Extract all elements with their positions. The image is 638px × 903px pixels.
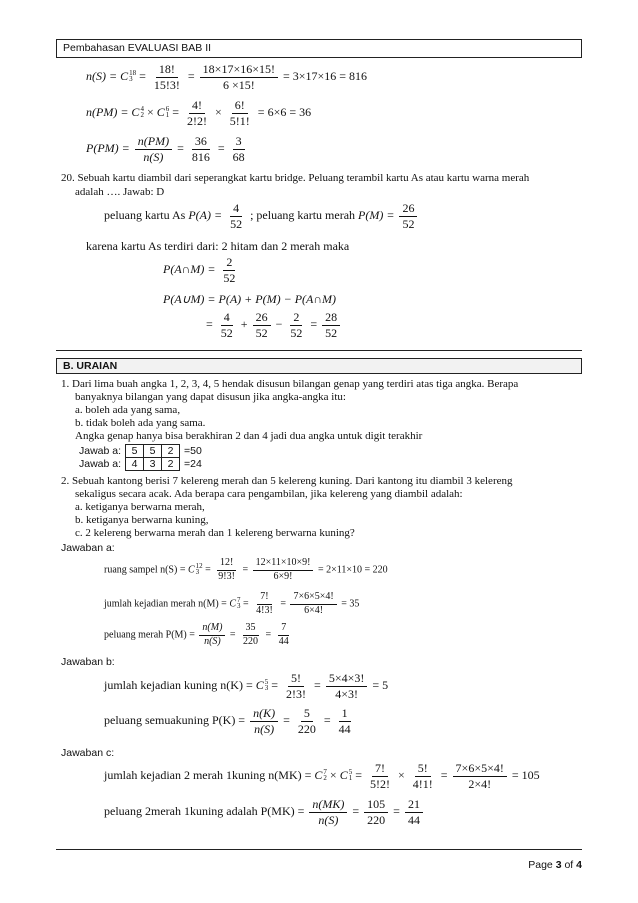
uraian1-b: b. tidak boleh ada yang sama.: [75, 417, 206, 429]
frac: $\frac{18!}{15!3!}$: [153, 62, 180, 92]
section-divider: [56, 350, 582, 351]
page-number: 3: [555, 859, 562, 871]
answer-table: [75, 444, 206, 471]
jawaban-b-label: Jawaban b:: [61, 656, 115, 668]
section-b-header: [56, 358, 582, 374]
eq-ns: n(S) = C 18 3 = $\frac{18!}{15!3!}$ = $\frac{18\times 17\times 16\times 15!}{6 \times 15!}$ = 3×17×16 = 816: [86, 62, 368, 92]
eq-jb-r2: peluang semuakuning P(K) = $\frac{n(K)}{n(S)}$ = $\frac{5}{220}$ = $\frac{1}{44}$: [104, 706, 351, 736]
eq-union-final: = $\frac{4}{52}$ + $\frac{26}{52}$ − $\frac{2}{52}$ = $\frac{28}{52}$: [206, 311, 342, 339]
uraian2-c: c. 2 kelereng berwarna merah dan 1 kelereng berwarna kuning?: [75, 527, 355, 539]
eq-ja-r1: ruang sampel n(S) = C 12 3 = $\frac{12!}{9!3!}$ = $\frac{12\times 11\times 10\times 9!}{6\times 9!}$ = 2×11×10 = 220: [104, 557, 388, 582]
page-total: 4: [576, 859, 582, 871]
q20-karena: karena kartu As terdiri dari: 2 hitam dan 2 merah maka: [86, 239, 350, 253]
uraian1-a: a. boleh ada yang sama,: [75, 404, 181, 416]
q20-line2: adalah …. Jawab: D: [75, 186, 165, 198]
uraian1-line2: banyaknya bilangan yang dapat disusun jika angka-angka itu:: [75, 391, 346, 403]
jawaban-a-label: Jawaban a:: [61, 542, 115, 554]
frac: $\frac{18\times 17\times 16\times 15!}{6 \times 15!}$: [200, 63, 278, 91]
eq-pa-pm: peluang kartu As P(A) = $\frac{4}{52}$ ; peluang kartu merah P(M) = $\frac{26}{52}$: [104, 202, 419, 230]
uraian2-line1: 2. Sebuah kantong berisi 7 kelereng merah dan 5 kelereng kuning. Dari kantong itu diambil 3 kelereng: [61, 475, 513, 487]
eq-ja-r3: peluang merah P(M) = $\frac{n(M)}{n(S)}$ = $\frac{35}{220}$ = $\frac{7}{44}$: [104, 622, 289, 647]
uraian2-a: a. ketiganya berwarna merah,: [75, 501, 205, 513]
eq-union: P(A∪M) = P(A) + P(M) − P(A∩M): [163, 292, 337, 306]
eq-ns-lhs: n(S) =: [86, 68, 118, 83]
eq-pam: P(A∩M) = $\frac{2}{52}$: [163, 255, 236, 285]
uraian2-line2: sekaligus secara acak. Ada berapa cara pengambilan, jika kelereng yang diambil adalah:: [75, 488, 463, 500]
eq-ppm: P(PM) = $\frac{n(PM)}{n(S)}$ = $\frac{36}{816}$ = $\frac{3}{68}$: [86, 134, 245, 164]
table-row: Jawab a: 5 5 2 =50: [79, 445, 202, 457]
eq-jb-r1: jumlah kejadian kuning n(K) = C 5 3 = $\frac{5!}{2!3!}$ = $\frac{5\times 4\times 3!}{4\times 3!}$ = 5: [104, 671, 389, 701]
eq-npm: n(PM) = C 4 2 × C 6 1 = $\frac{4!}{2!2!}$ × $\frac{6!}{5!1!}$ = 6×6 = 36: [86, 98, 312, 128]
q20-line1: 20. Sebuah kartu diambil dari seperangkat kartu bridge. Peluang terambil kartu As atau kartu warna merah: [61, 172, 530, 184]
jawaban-c-label: Jawaban c:: [61, 747, 115, 759]
eq-ja-r2: jumlah kejadian merah n(M) = C 7 3 = $\frac{7!}{4!3!}$ = $\frac{7\times 6\times 5\times 4!}{6\times 4!}$ = 35: [104, 591, 360, 616]
table-row: Jawab a: 4 3 2 =24: [79, 458, 202, 470]
eq-jc-r1: jumlah kejadian 2 merah 1kuning n(MK) = C 7 2 × C 5 1 = $\frac{7!}{5!2!}$ × $\frac{5!}{4!1!}$ = $\frac{7\times 6\times 5\times 4!}{2\times 4!}$ = 105: [104, 761, 540, 791]
section-b-title: B. URAIAN: [63, 360, 118, 372]
uraian2-b: b. ketiganya berwarna kuning,: [75, 514, 209, 526]
eq-jc-r2: peluang 2merah 1kuning adalah P(MK) = $\frac{n(MK)}{n(S)}$ = $\frac{105}{220}$ = $\frac{21}{44}$: [104, 798, 425, 826]
header-title: Pembahasan EVALUASI BAB II: [63, 42, 212, 54]
footer-divider: [56, 849, 582, 850]
uraian1-note: Angka genap hanya bisa berakhiran 2 dan 4 jadi dua angka untuk digit terakhir: [75, 430, 423, 442]
eq-ns-result: = 3×17×16 = 816: [282, 68, 368, 83]
comb-symbol: C: [120, 68, 129, 83]
page-footer: Page 3 of 4: [528, 859, 582, 871]
comb-indices: 18 3: [129, 69, 137, 84]
uraian1-line1: 1. Dari lima buah angka 1, 2, 3, 4, 5 hendak disusun bilangan genap yang terdiri atas tiga angka. Berapa: [61, 378, 519, 390]
page-header: [56, 39, 582, 58]
